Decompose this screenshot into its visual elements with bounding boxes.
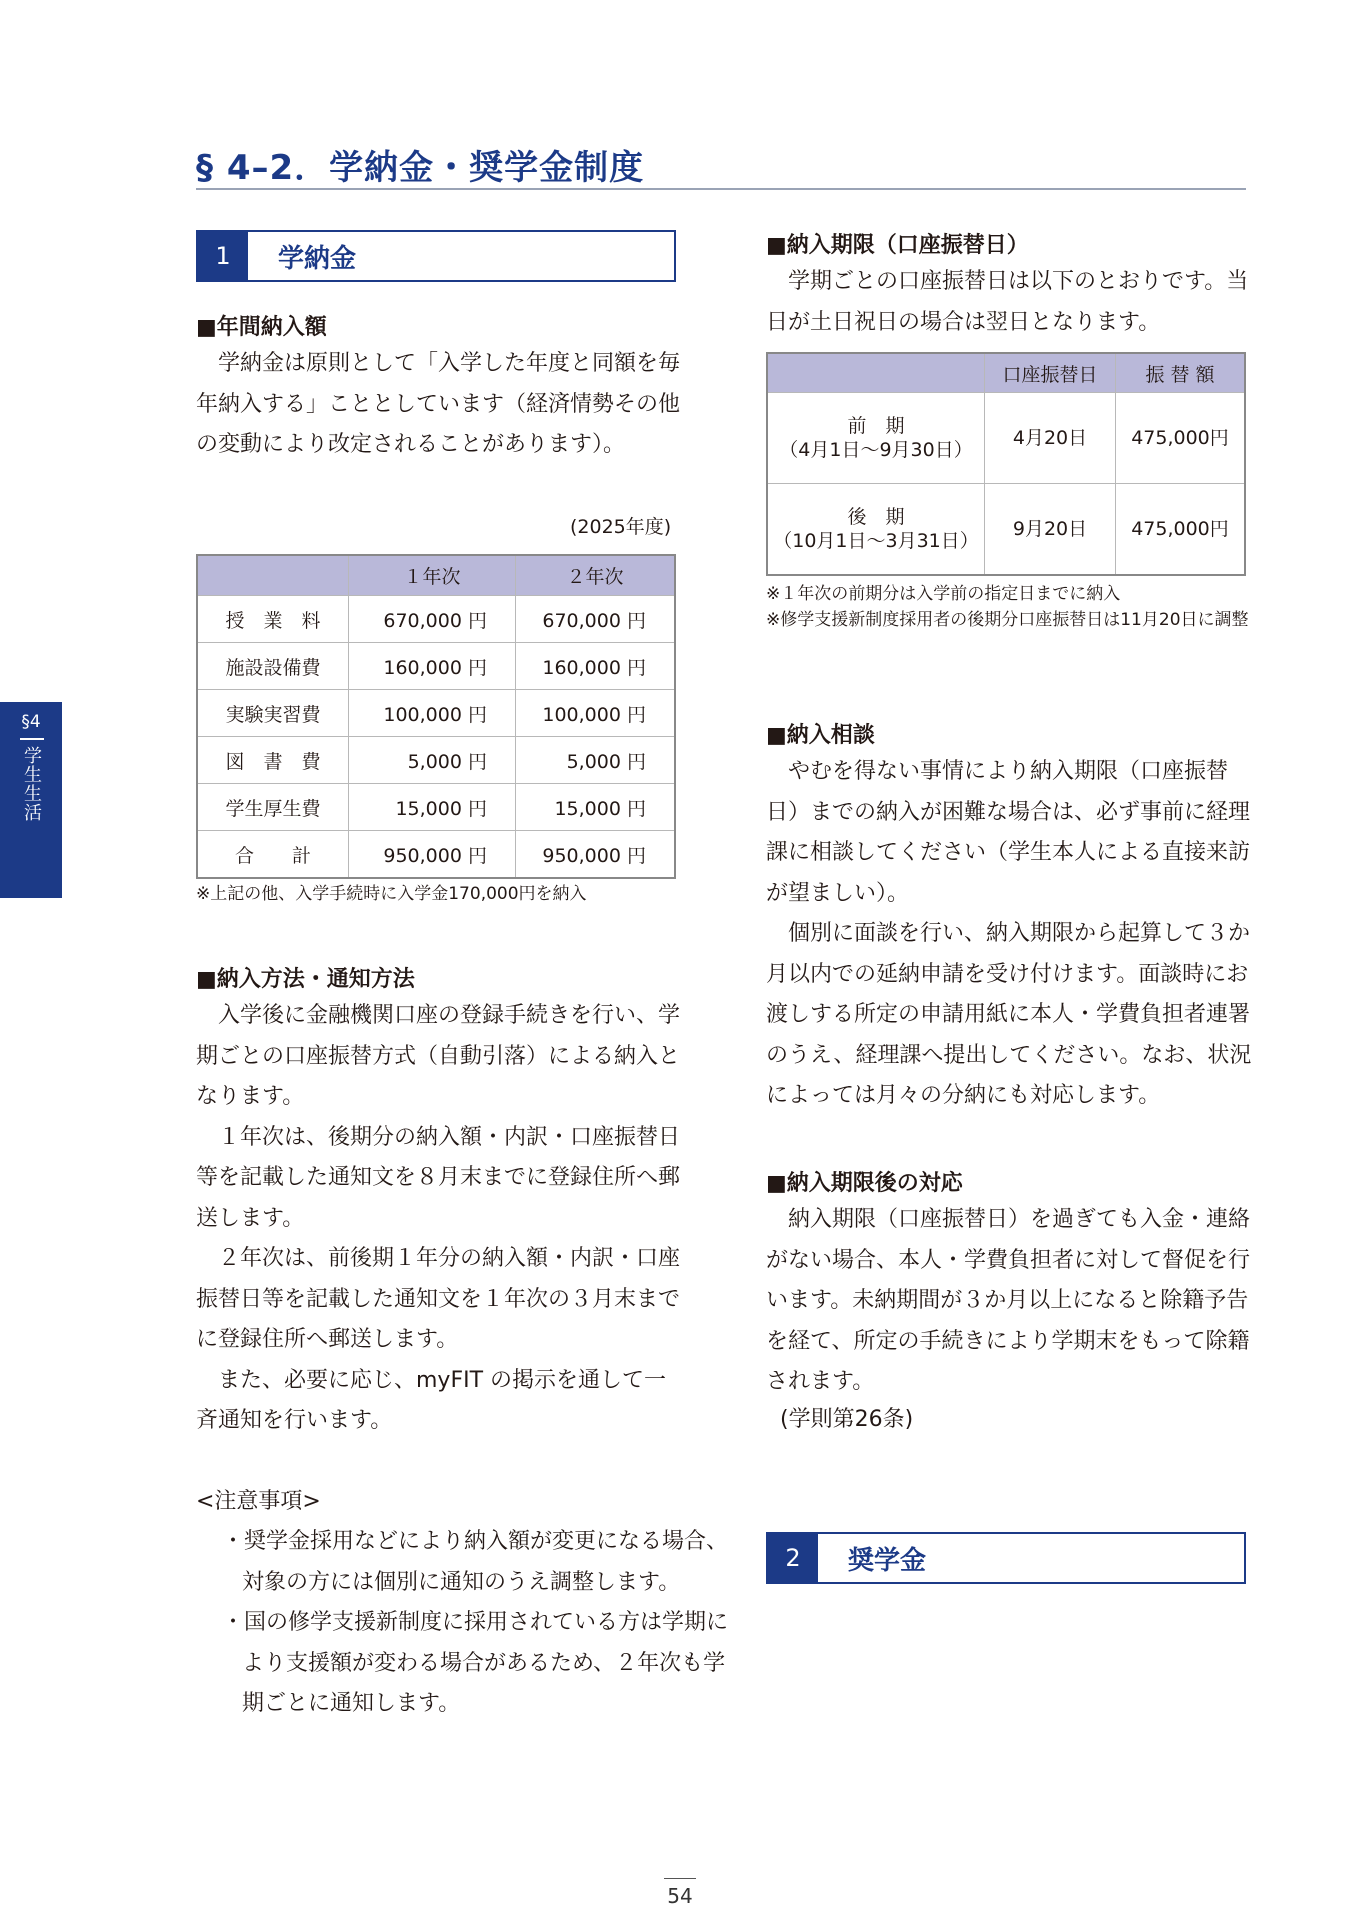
consult-body xyxy=(766,752,1256,1117)
title-divider xyxy=(196,188,1246,190)
fee-item: 施設設備費 xyxy=(197,643,349,690)
fee-header-blank xyxy=(197,555,349,596)
list-item: ・国の修学支援新制度に採用されている方は学期により支援額が変わる場合があるため、２年次も学期ごとに通知します。 xyxy=(222,1610,729,1716)
due-amount: 475,000円 xyxy=(1116,484,1246,576)
list-item: ・奨学金採用などにより納入額が変更になる場合、対象の方には個別に通知のうえ調整します。 xyxy=(222,1529,729,1595)
fee-header-y2: ２年次 xyxy=(516,555,676,596)
due-header-amount: 振 替 額 xyxy=(1116,353,1246,393)
after-heading: ■納入期限後の対応 xyxy=(766,1171,963,1196)
fee-y2: 160,000 円 xyxy=(516,643,676,690)
deadline-note: ※１年次の前期分は入学前の指定日までに納入 xyxy=(766,584,1121,604)
fee-y1: 5,000 円 xyxy=(349,737,516,784)
due-range: （10月1日～3月31日） xyxy=(773,530,979,552)
side-tab-section: §4 xyxy=(21,712,41,732)
fee-header-y1: １年次 xyxy=(349,555,516,596)
section-label: 学納金 xyxy=(278,243,357,274)
fee-item: 合 計 xyxy=(197,831,349,879)
section-header-scholarship xyxy=(766,1532,1246,1584)
fee-y2: 670,000 円 xyxy=(516,596,676,643)
table-row xyxy=(197,784,675,831)
method-paragraph: また、必要に応じ、myFIT の掲示を通して一斉通知を行います。 xyxy=(196,1367,667,1433)
annual-text: 学納金は原則として「入学した年度と同額を毎年納入する」こととしています（経済情勢その他の変動により改定されることがあります）。 xyxy=(196,351,681,457)
consult-paragraph: やむを得ない事情により納入期限（口座振替日）までの納入が困難な場合は、必ず事前に経理課に相談してください（学生本人による直接来訪が望ましい）。 xyxy=(766,759,1251,906)
table-row xyxy=(197,596,675,643)
fee-item: 授 業 料 xyxy=(197,596,349,643)
due-amount: 475,000円 xyxy=(1116,393,1246,484)
section-number: 1 xyxy=(198,232,248,280)
fee-y1: 950,000 円 xyxy=(349,831,516,879)
fee-y1: 15,000 円 xyxy=(349,784,516,831)
method-paragraph: 入学後に金融機関口座の登録手続きを行い、学期ごとの口座振替方式（自動引落）による納入となります。 xyxy=(196,1003,681,1109)
table-row xyxy=(197,737,675,784)
due-term: 前 期 xyxy=(847,415,905,437)
section-header-tuition xyxy=(196,230,676,282)
table-row xyxy=(197,643,675,690)
table-row-total xyxy=(197,831,675,879)
deadline-table xyxy=(766,352,1246,576)
fee-y1: 160,000 円 xyxy=(349,643,516,690)
fee-table xyxy=(196,554,676,879)
due-term-cell xyxy=(767,484,985,576)
consult-paragraph: 個別に面談を行い、納入期限から起算して３か月以内での延納申請を受け付けます。面談時にお渡しする所定の申請用紙に本人・学費負担者連署のうえ、経理課へ提出してください。なお、状況によっては月々の分納にも対応します。 xyxy=(766,921,1252,1108)
deadline-note: ※修学支援新制度採用者の後期分口座振替日は11月20日に調整 xyxy=(766,610,1249,630)
section-label: 奨学金 xyxy=(848,1545,927,1576)
page-number: 54 xyxy=(667,1884,693,1908)
fee-item: 実験実習費 xyxy=(197,690,349,737)
due-date: 9月20日 xyxy=(985,484,1116,576)
side-tab-label: 学生生活 xyxy=(21,746,42,822)
consult-heading: ■納入相談 xyxy=(766,723,875,748)
side-tab-divider xyxy=(20,738,44,740)
after-text: 納入期限（口座振替日）を過ぎても入金・連絡がない場合、本人・学費負担者に対して督促を行います。未納期間が３か月以上になると除籍予告を経て、所定の手続きにより学期末をもって除籍されます。 xyxy=(766,1207,1251,1394)
annual-heading: ■年間納入額 xyxy=(196,315,327,340)
fee-y1: 670,000 円 xyxy=(349,596,516,643)
deadline-text: 学期ごとの口座振替日は以下のとおりです。当日が土日祝日の場合は翌日となります。 xyxy=(766,269,1249,335)
fee-item: 学生厚生費 xyxy=(197,784,349,831)
section-number: 2 xyxy=(768,1534,818,1582)
method-body xyxy=(196,996,686,1442)
caution-list xyxy=(222,1522,732,1725)
page-number-rule xyxy=(664,1878,696,1879)
due-term: 後 期 xyxy=(847,506,905,528)
fee-y2: 950,000 円 xyxy=(516,831,676,879)
table-row xyxy=(197,690,675,737)
page-title: § 4–2．学納金・奨学金制度 xyxy=(196,148,645,188)
fee-item: 図 書 費 xyxy=(197,737,349,784)
method-heading: ■納入方法・通知方法 xyxy=(196,967,415,992)
table-row xyxy=(767,393,1245,484)
year-note: (2025年度) xyxy=(570,516,672,538)
fee-y2: 15,000 円 xyxy=(516,784,676,831)
due-header-date: 口座振替日 xyxy=(985,353,1116,393)
due-date: 4月20日 xyxy=(985,393,1116,484)
fee-y1: 100,000 円 xyxy=(349,690,516,737)
method-paragraph: ２年次は、前後期１年分の納入額・内訳・口座振替日等を記載した通知文を１年次の３月末までに登録住所へ郵送します。 xyxy=(196,1246,681,1352)
deadline-heading: ■納入期限（口座振替日） xyxy=(766,233,1029,258)
method-paragraph: １年次は、後期分の納入額・内訳・口座振替日等を記載した通知文を８月末までに登録住所へ郵送します。 xyxy=(196,1124,681,1231)
fee-footnote: ※上記の他、入学手続時に入学金170,000円を納入 xyxy=(196,884,587,904)
fee-y2: 100,000 円 xyxy=(516,690,676,737)
due-range: （4月1日～9月30日） xyxy=(779,439,973,461)
due-header-blank xyxy=(767,353,985,393)
fee-y2: 5,000 円 xyxy=(516,737,676,784)
table-row xyxy=(767,484,1245,576)
due-term-cell xyxy=(767,393,985,484)
side-tab xyxy=(0,702,62,898)
caution-heading: <注意事項> xyxy=(196,1489,321,1514)
after-rule: (学則第26条) xyxy=(780,1407,914,1432)
